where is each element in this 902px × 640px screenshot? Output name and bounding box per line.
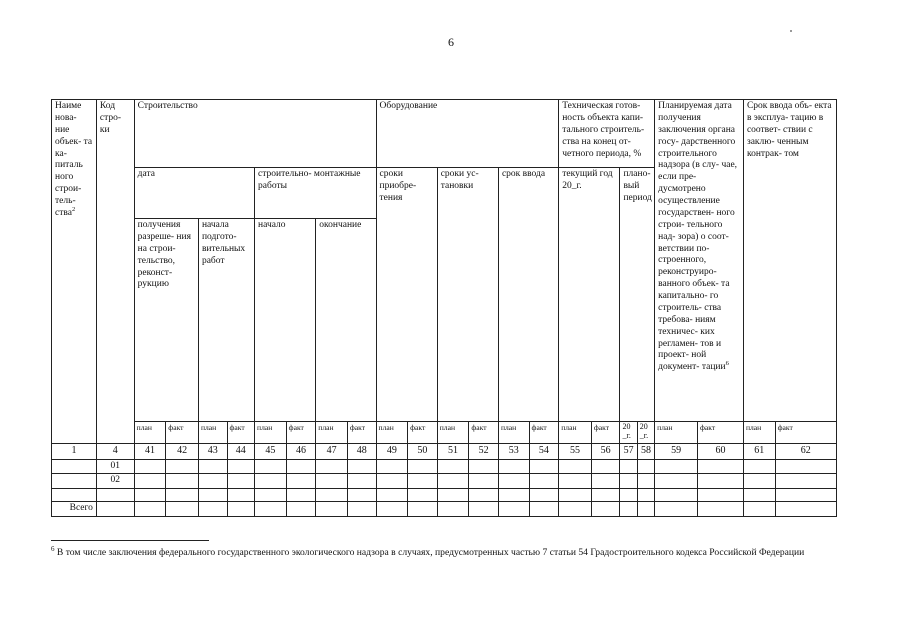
fact-label: факт <box>591 422 620 444</box>
plan-label: план <box>743 422 775 444</box>
column-number: 42 <box>166 444 199 460</box>
column-number: 49 <box>376 444 408 460</box>
header-cmr: строительно- монтажные работы <box>255 168 376 219</box>
year-label-a: 20 _г. <box>620 422 637 444</box>
column-number: 57 <box>620 444 637 460</box>
column-number: 53 <box>498 444 529 460</box>
column-number: 60 <box>698 444 744 460</box>
column-number: 44 <box>227 444 255 460</box>
header-permit: получения разреше- ния на строи- тельство, реконст- рукцию <box>134 219 198 422</box>
fact-label: факт <box>166 422 199 444</box>
fact-label: факт <box>469 422 499 444</box>
column-number: 58 <box>637 444 654 460</box>
header-input-term: срок ввода <box>498 168 558 422</box>
plan-label: план <box>316 422 348 444</box>
column-number: 41 <box>134 444 166 460</box>
plan-label: план <box>255 422 287 444</box>
plan-label: план <box>437 422 469 444</box>
column-number: 52 <box>469 444 499 460</box>
header-date: дата <box>134 168 254 219</box>
scan-speck <box>790 30 792 32</box>
total-label: Всего <box>52 502 97 517</box>
header-commissioning: Срок ввода объ- екта в эксплуа- тацию в соответ- ствии с заклю- ченным контрак- том <box>743 100 836 422</box>
column-number-row <box>52 444 837 460</box>
column-number: 1 <box>52 444 97 460</box>
footnote-text: В том числе заключения федерального государственного экологического надзора в случаях, предусмотренных частью 7 статьи 54 Градостроительного кодекса Российской Федерации <box>56 547 805 558</box>
column-number: 62 <box>775 444 836 460</box>
table-row <box>52 459 837 474</box>
column-number: 54 <box>529 444 559 460</box>
fact-label: факт <box>408 422 438 444</box>
column-number: 55 <box>559 444 592 460</box>
header-start: начало <box>255 219 316 422</box>
fact-label: факт <box>286 422 316 444</box>
header-planned-period: плано- вый период <box>620 168 655 422</box>
column-number: 46 <box>286 444 316 460</box>
year-label-b: 20 _г. <box>637 422 654 444</box>
header-planned-conclusion: Планируемая дата получения заключения органа госу- дарственного строительного надзора (в слу- чае, если пре- дусмотрено осуществление государствен- ного строи- тельного над- зора) о соот- ветствии по- строенного, реконструиро- ванного объек- та капитально- го строитель- ства требова- ниям техничес- ких регламен- тов и проект- ной документ- тации$^6$ <box>655 100 744 422</box>
header-acquisition: сроки приобре- тения <box>376 168 437 422</box>
column-number: 59 <box>655 444 698 460</box>
header-prep-start: начала подгото- вительных работ <box>198 219 254 422</box>
total-row <box>52 502 837 517</box>
column-number: 4 <box>96 444 134 460</box>
column-number: 43 <box>198 444 227 460</box>
fact-label: факт <box>347 422 376 444</box>
fact-label: факт <box>529 422 559 444</box>
header-code: Код стро- ки <box>96 100 134 444</box>
header-readiness: Техническая готов- ность объекта капи- тального строитель- ства на конец от- четного периода, % <box>559 100 655 168</box>
plan-label: план <box>198 422 227 444</box>
header-equipment: Оборудование <box>376 100 559 168</box>
plan-label: план <box>498 422 529 444</box>
plan-label: план <box>559 422 592 444</box>
plan-label: план <box>134 422 166 444</box>
header-name: Наиме нова- ние объек- та ка- питаль ного строи- тель- ства$^2$ <box>52 100 97 444</box>
column-number: 51 <box>437 444 469 460</box>
column-number: 61 <box>743 444 775 460</box>
header-current-year: текущий год 20_г. <box>559 168 620 422</box>
row-code <box>96 489 134 502</box>
table-row <box>52 489 837 502</box>
row-code: 01 <box>96 459 134 474</box>
fact-label: факт <box>227 422 255 444</box>
fact-label: факт <box>698 422 744 444</box>
column-number: 56 <box>591 444 620 460</box>
page-number: 6 <box>448 35 454 49</box>
header-construction: Строительство <box>134 100 376 168</box>
column-number: 45 <box>255 444 287 460</box>
header-end: окончание <box>316 219 376 422</box>
row-code: 02 <box>96 474 134 489</box>
plan-label: план <box>655 422 698 444</box>
footnote-separator <box>51 540 209 541</box>
plan-label: план <box>376 422 408 444</box>
report-table <box>51 99 837 517</box>
footnote-marker: 6 <box>51 544 55 553</box>
fact-label: факт <box>775 422 836 444</box>
header-installation: сроки ус- тановки <box>437 168 498 422</box>
table-row <box>52 474 837 489</box>
column-number: 50 <box>408 444 438 460</box>
column-number: 48 <box>347 444 376 460</box>
column-number: 47 <box>316 444 348 460</box>
footnote <box>51 544 837 559</box>
